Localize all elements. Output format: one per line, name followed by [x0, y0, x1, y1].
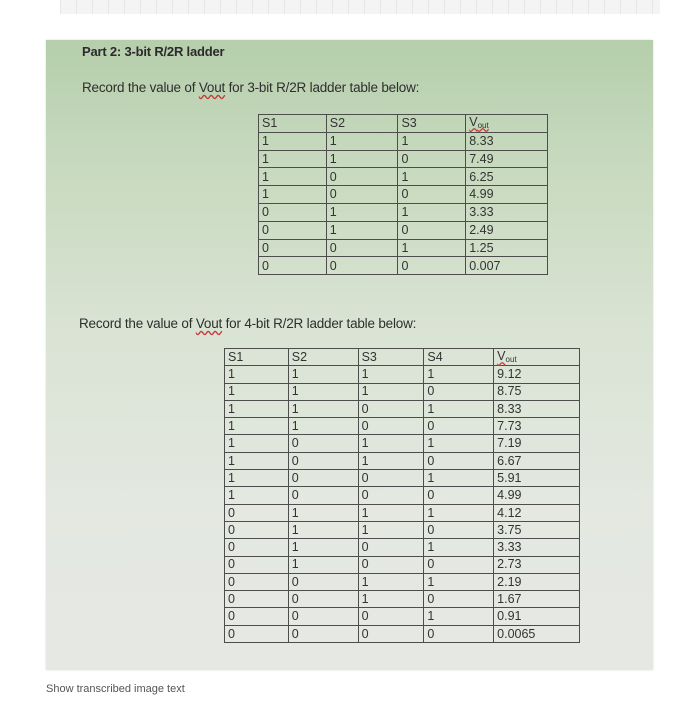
vout-cell: 1.25 — [466, 239, 548, 257]
switch-cell: 1 — [288, 400, 358, 417]
switch-cell: 1 — [358, 521, 424, 538]
instruction-3bit — [82, 80, 419, 95]
switch-cell: 0 — [288, 435, 358, 452]
table-4bit-row — [225, 521, 580, 538]
vout-cell: 1.67 — [494, 591, 580, 608]
switch-cell: 1 — [288, 418, 358, 435]
table-4bit-row — [225, 487, 580, 504]
switch-cell: 0 — [326, 168, 398, 186]
switch-cell: 0 — [424, 383, 494, 400]
vout-cell: 8.33 — [494, 400, 580, 417]
vout-cell: 7.19 — [494, 435, 580, 452]
switch-cell: 0 — [225, 608, 289, 625]
table-3bit-row — [259, 239, 548, 257]
table-4bit-row — [225, 608, 580, 625]
switch-cell: 1 — [326, 132, 398, 150]
vout-sub: out — [477, 121, 489, 131]
switch-cell: 0 — [358, 400, 424, 417]
switch-cell: 0 — [398, 221, 466, 239]
switch-cell: 0 — [288, 591, 358, 608]
switch-cell: 1 — [259, 168, 327, 186]
switch-cell: 0 — [424, 452, 494, 469]
switch-cell: 0 — [398, 257, 466, 275]
switch-cell: 1 — [225, 400, 289, 417]
vout-cell: 7.49 — [466, 150, 548, 168]
vout-cell: 4.99 — [494, 487, 580, 504]
switch-cell: 1 — [424, 435, 494, 452]
switch-cell: 1 — [424, 400, 494, 417]
vout-cell: 2.73 — [494, 556, 580, 573]
switch-cell: 1 — [288, 521, 358, 538]
switch-cell: 0 — [424, 418, 494, 435]
switch-cell: 1 — [288, 366, 358, 383]
question-photo — [46, 40, 653, 670]
table-3bit-row — [259, 132, 548, 150]
table-4bit-row — [225, 573, 580, 590]
table-4bit-row — [225, 539, 580, 556]
switch-cell: 1 — [225, 470, 289, 487]
switch-cell: 0 — [326, 239, 398, 257]
table-4bit-body — [225, 366, 580, 643]
vout-cell: 8.75 — [494, 383, 580, 400]
switch-cell: 0 — [225, 539, 289, 556]
switch-cell: 1 — [326, 203, 398, 221]
switch-cell: 1 — [424, 504, 494, 521]
table-4bit-header: S4 — [424, 349, 494, 366]
table-3bit-header: S2 — [326, 115, 398, 133]
vout-main: V — [469, 115, 478, 130]
switch-cell: 1 — [424, 366, 494, 383]
switch-cell: 1 — [225, 366, 289, 383]
switch-cell: 1 — [288, 556, 358, 573]
table-4bit-row — [225, 366, 580, 383]
part-heading: Part 2: 3-bit R/2R ladder — [82, 44, 225, 59]
switch-cell: 1 — [358, 435, 424, 452]
switch-cell: 1 — [288, 539, 358, 556]
switch-cell: 1 — [424, 539, 494, 556]
table-4bit-header: S3 — [358, 349, 424, 366]
switch-cell: 0 — [259, 239, 327, 257]
table-3bit-header-row — [259, 115, 548, 133]
switch-cell: 1 — [225, 435, 289, 452]
switch-cell: 0 — [288, 573, 358, 590]
switch-cell: 1 — [398, 168, 466, 186]
instruction-3bit-suffix: for 3-bit R/2R ladder table below: — [225, 80, 420, 95]
switch-cell: 1 — [225, 452, 289, 469]
table-4bit-row — [225, 435, 580, 452]
switch-cell: 0 — [225, 573, 289, 590]
vout-cell: 6.25 — [466, 168, 548, 186]
switch-cell: 1 — [424, 608, 494, 625]
switch-cell: 0 — [288, 608, 358, 625]
switch-cell: 0 — [358, 625, 424, 642]
vout-cell: 3.75 — [494, 521, 580, 538]
switch-cell: 0 — [424, 487, 494, 504]
instruction-3bit-word: Vout — [198, 80, 226, 95]
vout-cell: 6.67 — [494, 452, 580, 469]
table-4bit-header-row — [225, 349, 580, 366]
table-4bit-vout-header — [494, 349, 580, 366]
top-image-strip — [60, 0, 660, 14]
switch-cell: 0 — [326, 257, 398, 275]
switch-cell: 0 — [398, 150, 466, 168]
instruction-4bit-word: Vout — [195, 316, 223, 331]
switch-cell: 0 — [424, 521, 494, 538]
switch-cell: 0 — [358, 539, 424, 556]
table-4bit-header: S2 — [288, 349, 358, 366]
instruction-4bit — [79, 316, 416, 331]
switch-cell: 0 — [424, 556, 494, 573]
show-transcribed-text-link[interactable]: Show transcribed image text — [46, 683, 185, 695]
vout-cell: 7.73 — [494, 418, 580, 435]
switch-cell: 0 — [225, 521, 289, 538]
switch-cell: 1 — [424, 573, 494, 590]
switch-cell: 1 — [225, 418, 289, 435]
instruction-3bit-prefix: Record the value of — [82, 80, 199, 95]
switch-cell: 0 — [259, 257, 327, 275]
table-3bit-row — [259, 203, 548, 221]
switch-cell: 0 — [225, 591, 289, 608]
table-3bit-row — [259, 168, 548, 186]
switch-cell: 1 — [225, 383, 289, 400]
table-3bit-vout-header — [466, 115, 548, 133]
vout-cell: 3.33 — [466, 203, 548, 221]
table-4bit-header: S1 — [225, 349, 289, 366]
switch-cell: 0 — [358, 608, 424, 625]
table-4bit-row — [225, 591, 580, 608]
vout-cell: 2.19 — [494, 573, 580, 590]
table-4bit-row — [225, 452, 580, 469]
vout-cell: 9.12 — [494, 366, 580, 383]
vout-cell: 5.91 — [494, 470, 580, 487]
table-3bit-row — [259, 150, 548, 168]
switch-cell: 0 — [358, 556, 424, 573]
switch-cell: 1 — [326, 150, 398, 168]
vout-main: V — [497, 349, 506, 364]
table-3bit-row — [259, 221, 548, 239]
table-3bit-header: S1 — [259, 115, 327, 133]
switch-cell: 1 — [259, 150, 327, 168]
switch-cell: 0 — [358, 470, 424, 487]
table-3bit-body — [259, 132, 548, 274]
table-3bit — [258, 114, 548, 275]
switch-cell: 0 — [288, 470, 358, 487]
switch-cell: 1 — [358, 383, 424, 400]
switch-cell: 0 — [288, 625, 358, 642]
switch-cell: 1 — [358, 366, 424, 383]
switch-cell: 1 — [326, 221, 398, 239]
switch-cell: 1 — [424, 470, 494, 487]
switch-cell: 1 — [398, 132, 466, 150]
table-4bit-row — [225, 400, 580, 417]
switch-cell: 0 — [398, 186, 466, 204]
vout-cell: 4.12 — [494, 504, 580, 521]
table-3bit-header: S3 — [398, 115, 466, 133]
instruction-4bit-prefix: Record the value of — [79, 316, 196, 331]
vout-cell: 8.33 — [466, 132, 548, 150]
switch-cell: 1 — [288, 383, 358, 400]
switch-cell: 0 — [288, 452, 358, 469]
switch-cell: 0 — [358, 418, 424, 435]
switch-cell: 1 — [259, 186, 327, 204]
vout-cell: 0.007 — [466, 257, 548, 275]
switch-cell: 1 — [398, 203, 466, 221]
switch-cell: 1 — [225, 487, 289, 504]
switch-cell: 0 — [424, 591, 494, 608]
switch-cell: 1 — [358, 452, 424, 469]
switch-cell: 1 — [259, 132, 327, 150]
switch-cell: 0 — [259, 203, 327, 221]
vout-cell: 0.0065 — [494, 625, 580, 642]
switch-cell: 1 — [398, 239, 466, 257]
switch-cell: 0 — [288, 487, 358, 504]
switch-cell: 0 — [424, 625, 494, 642]
table-4bit-row — [225, 504, 580, 521]
table-3bit-row — [259, 257, 548, 275]
vout-sub: out — [505, 355, 517, 365]
table-4bit-row — [225, 470, 580, 487]
switch-cell: 1 — [358, 573, 424, 590]
switch-cell: 0 — [358, 487, 424, 504]
switch-cell: 1 — [358, 591, 424, 608]
switch-cell: 0 — [326, 186, 398, 204]
switch-cell: 0 — [259, 221, 327, 239]
vout-cell: 2.49 — [466, 221, 548, 239]
instruction-4bit-suffix: for 4-bit R/2R ladder table below: — [222, 316, 417, 331]
vout-cell: 0.91 — [494, 608, 580, 625]
vout-cell: 4.99 — [466, 186, 548, 204]
table-4bit-row — [225, 383, 580, 400]
switch-cell: 0 — [225, 556, 289, 573]
table-4bit-row — [225, 556, 580, 573]
table-3bit-row — [259, 186, 548, 204]
table-4bit-row — [225, 418, 580, 435]
switch-cell: 1 — [288, 504, 358, 521]
table-4bit — [224, 348, 580, 643]
table-4bit-row — [225, 625, 580, 642]
switch-cell: 1 — [358, 504, 424, 521]
switch-cell: 0 — [225, 625, 289, 642]
switch-cell: 0 — [225, 504, 289, 521]
vout-cell: 3.33 — [494, 539, 580, 556]
